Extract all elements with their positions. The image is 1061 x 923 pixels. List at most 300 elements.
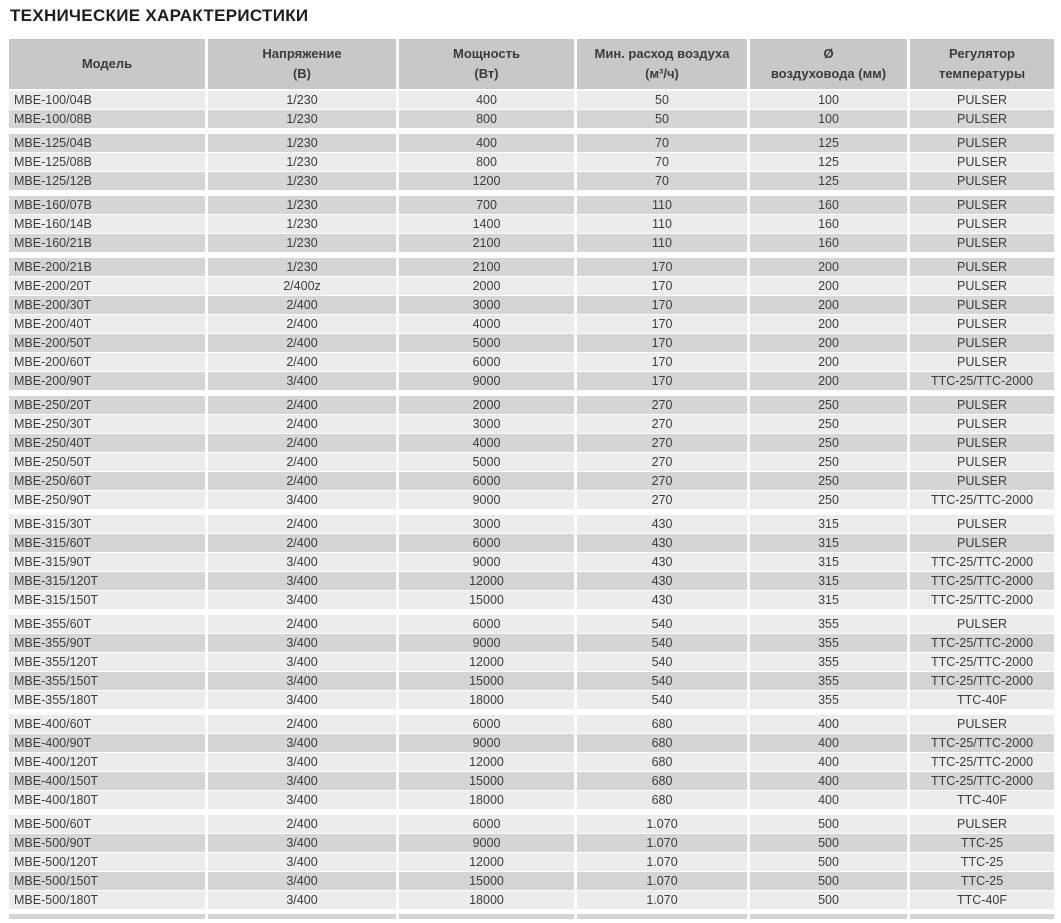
cell-voltage: 3/400 xyxy=(208,734,396,752)
cell-power: 6000 xyxy=(399,715,574,733)
cell-airflow: 1.070 xyxy=(577,834,747,852)
cell-model: MBE-250/30T xyxy=(9,415,205,433)
column-header-line: температуры xyxy=(938,66,1026,81)
cell-airflow: 170 xyxy=(577,258,747,276)
model-group-MBE-200 xyxy=(9,258,1054,390)
cell-regulator: TTC-40F xyxy=(910,891,1054,909)
cell-diameter: 100 xyxy=(750,91,907,109)
cell-model: MBE-160/07B xyxy=(9,196,205,214)
cell-diameter: 500 xyxy=(750,853,907,871)
table-row-MBE-200/30T xyxy=(9,296,1054,314)
cell-diameter: 200 xyxy=(750,277,907,295)
table-row-MBE-200/90T xyxy=(9,372,1054,390)
cell-voltage: 2/400 xyxy=(208,815,396,833)
cell-diameter: 200 xyxy=(750,258,907,276)
cell-power: 12000 xyxy=(399,653,574,671)
table-row-MBE-400/120T xyxy=(9,753,1054,771)
cell-regulator: TTC-25/TTC-2000 xyxy=(910,572,1054,590)
cell-regulator: TTC-25/TTC-2000 xyxy=(910,734,1054,752)
table-row-MBE-355/180T xyxy=(9,691,1054,709)
cell-voltage: 2/400 xyxy=(208,415,396,433)
cell-diameter: 355 xyxy=(750,691,907,709)
cell-model: MBE-500/180T xyxy=(9,891,205,909)
cell-voltage: 1/230 xyxy=(208,258,396,276)
cell-power: 4000 xyxy=(399,434,574,452)
cell-power: 9000 xyxy=(399,372,574,390)
cell-airflow: 540 xyxy=(577,653,747,671)
cell-voltage: 3/400 xyxy=(208,672,396,690)
cell-diameter: 160 xyxy=(750,215,907,233)
cell-regulator: PULSER xyxy=(910,215,1054,233)
cell-regulator: PULSER xyxy=(910,110,1054,128)
cell-voltage: 2/400 xyxy=(208,472,396,490)
cell-voltage: 2/400 xyxy=(208,515,396,533)
cell-model: MBE-355/150T xyxy=(9,672,205,690)
cell-model: MBE-100/08B xyxy=(9,110,205,128)
cell-regulator: TTC-25/TTC-2000 xyxy=(910,753,1054,771)
cell-voltage: 2/400 xyxy=(208,334,396,352)
cell-power: 700 xyxy=(399,196,574,214)
cell-regulator: PULSER xyxy=(910,815,1054,833)
column-header-line: Регулятор xyxy=(949,45,1015,61)
cell-voltage: 3/400 xyxy=(208,634,396,652)
cell-diameter: 250 xyxy=(750,415,907,433)
cell-power: 5000 xyxy=(399,334,574,352)
cell-diameter: 400 xyxy=(750,753,907,771)
cell-airflow: 270 xyxy=(577,415,747,433)
table-row-MBE-400/150T xyxy=(9,772,1054,790)
cell-airflow: 680 xyxy=(577,791,747,809)
column-header-line: воздуховода (мм) xyxy=(770,66,887,81)
specs-table xyxy=(9,39,1054,919)
cell-power: 400 xyxy=(399,134,574,152)
cell-regulator: PULSER xyxy=(910,515,1054,533)
cell-airflow: 1.070 xyxy=(577,891,747,909)
cell-voltage: 3/400 xyxy=(208,372,396,390)
cell-model: MBE-200/21B xyxy=(9,258,205,276)
cell-airflow: 540 xyxy=(577,691,747,709)
cell-model: MBE-355/60T xyxy=(9,615,205,633)
cell-model: MBE-125/08B xyxy=(9,153,205,171)
column-header-diameter xyxy=(750,39,907,89)
cell-regulator: TTC-40F xyxy=(910,691,1054,709)
cell-voltage: 3/400 xyxy=(208,891,396,909)
cell-model: MBE-500/150T xyxy=(9,872,205,890)
cell-airflow: 430 xyxy=(577,572,747,590)
cell-diameter: 315 xyxy=(750,515,907,533)
cell-regulator: PULSER xyxy=(910,196,1054,214)
cell-airflow: 540 xyxy=(577,672,747,690)
cell-diameter: 355 xyxy=(750,653,907,671)
cell-regulator: PULSER xyxy=(910,234,1054,252)
table-row-MBE-200/21B xyxy=(9,258,1054,276)
cell-diameter: 200 xyxy=(750,315,907,333)
cell-model: MBE-200/90T xyxy=(9,372,205,390)
cell-power: 12000 xyxy=(399,853,574,871)
cell-voltage: 3/400 xyxy=(208,772,396,790)
cell-power: 15000 xyxy=(399,872,574,890)
cell-regulator: PULSER xyxy=(910,315,1054,333)
cell-regulator: PULSER xyxy=(910,396,1054,414)
cell-diameter: 400 xyxy=(750,715,907,733)
table-row-MBE-500/90T xyxy=(9,834,1054,852)
column-header-power xyxy=(399,39,574,89)
cell-model: MBE-355/180T xyxy=(9,691,205,709)
cell-power: 6000 xyxy=(399,534,574,552)
cell-power: 9000 xyxy=(399,553,574,571)
table-row-MBE-100/08B xyxy=(9,110,1054,128)
cell-diameter: 250 xyxy=(750,396,907,414)
cell-airflow: 430 xyxy=(577,534,747,552)
cell-regulator: TTC-40F xyxy=(910,791,1054,809)
cell-diameter: 250 xyxy=(750,472,907,490)
cell-model: MBE-315/60T xyxy=(9,534,205,552)
cell-power: 5000 xyxy=(399,453,574,471)
cutoff-cell xyxy=(910,914,1054,919)
cell-regulator: TTC-25/TTC-2000 xyxy=(910,372,1054,390)
cell-power: 2100 xyxy=(399,258,574,276)
cell-regulator: TTC-25 xyxy=(910,853,1054,871)
cell-regulator: PULSER xyxy=(910,258,1054,276)
cell-power: 1400 xyxy=(399,215,574,233)
cell-regulator: TTC-25/TTC-2000 xyxy=(910,672,1054,690)
cell-voltage: 3/400 xyxy=(208,753,396,771)
cell-diameter: 200 xyxy=(750,372,907,390)
cell-regulator: TTC-25/TTC-2000 xyxy=(910,591,1054,609)
table-row-MBE-400/90T xyxy=(9,734,1054,752)
cell-diameter: 160 xyxy=(750,196,907,214)
cell-diameter: 125 xyxy=(750,134,907,152)
cell-model: MBE-315/120T xyxy=(9,572,205,590)
cell-diameter: 315 xyxy=(750,572,907,590)
cell-power: 9000 xyxy=(399,834,574,852)
table-row-MBE-315/150T xyxy=(9,591,1054,609)
cell-airflow: 170 xyxy=(577,315,747,333)
cell-power: 18000 xyxy=(399,891,574,909)
cell-airflow: 270 xyxy=(577,396,747,414)
cell-voltage: 2/400 xyxy=(208,296,396,314)
cell-airflow: 110 xyxy=(577,215,747,233)
cell-power: 1200 xyxy=(399,172,574,190)
table-row-MBE-160/21B xyxy=(9,234,1054,252)
column-header-regulator xyxy=(910,39,1054,89)
cell-model: MBE-355/120T xyxy=(9,653,205,671)
cell-model: MBE-200/30T xyxy=(9,296,205,314)
cell-airflow: 270 xyxy=(577,491,747,509)
cell-regulator: TTC-25/TTC-2000 xyxy=(910,491,1054,509)
cell-diameter: 400 xyxy=(750,791,907,809)
table-row-MBE-315/30T xyxy=(9,515,1054,533)
table-row-MBE-500/180T xyxy=(9,891,1054,909)
cell-power: 2000 xyxy=(399,277,574,295)
cell-diameter: 250 xyxy=(750,453,907,471)
cell-model: MBE-315/150T xyxy=(9,591,205,609)
column-header-voltage xyxy=(208,39,396,89)
table-row-MBE-200/50T xyxy=(9,334,1054,352)
cell-voltage: 2/400 xyxy=(208,396,396,414)
table-row-MBE-125/08B xyxy=(9,153,1054,171)
cell-regulator: PULSER xyxy=(910,715,1054,733)
cell-voltage: 2/400 xyxy=(208,453,396,471)
cell-regulator: PULSER xyxy=(910,472,1054,490)
cell-power: 3000 xyxy=(399,296,574,314)
table-body xyxy=(9,91,1054,909)
cell-diameter: 500 xyxy=(750,834,907,852)
model-group-MBE-355 xyxy=(9,615,1054,709)
cell-regulator: PULSER xyxy=(910,353,1054,371)
cell-model: MBE-400/180T xyxy=(9,791,205,809)
cell-voltage: 3/400 xyxy=(208,591,396,609)
cell-voltage: 2/400 xyxy=(208,534,396,552)
cell-voltage: 2/400 xyxy=(208,353,396,371)
cell-voltage: 2/400 xyxy=(208,615,396,633)
cell-power: 800 xyxy=(399,153,574,171)
cell-power: 15000 xyxy=(399,591,574,609)
table-row-MBE-315/90T xyxy=(9,553,1054,571)
cell-airflow: 430 xyxy=(577,591,747,609)
table-row-MBE-500/120T xyxy=(9,853,1054,871)
cell-diameter: 125 xyxy=(750,172,907,190)
cell-airflow: 270 xyxy=(577,434,747,452)
model-group-MBE-315 xyxy=(9,515,1054,609)
table-row-MBE-315/120T xyxy=(9,572,1054,590)
cell-airflow: 430 xyxy=(577,515,747,533)
cell-voltage: 3/400 xyxy=(208,653,396,671)
cell-voltage: 3/400 xyxy=(208,553,396,571)
cell-airflow: 540 xyxy=(577,615,747,633)
column-header-line: (Вт) xyxy=(474,66,499,81)
cell-model: MBE-125/12B xyxy=(9,172,205,190)
table-row-MBE-355/150T xyxy=(9,672,1054,690)
cell-model: MBE-400/90T xyxy=(9,734,205,752)
cell-power: 15000 xyxy=(399,672,574,690)
table-row-MBE-250/90T xyxy=(9,491,1054,509)
cell-power: 18000 xyxy=(399,791,574,809)
column-header-airflow xyxy=(577,39,747,89)
cell-regulator: PULSER xyxy=(910,91,1054,109)
cell-regulator: PULSER xyxy=(910,615,1054,633)
model-group-MBE-125 xyxy=(9,134,1054,190)
cell-regulator: PULSER xyxy=(910,534,1054,552)
cell-model: MBE-160/21B xyxy=(9,234,205,252)
cell-airflow: 110 xyxy=(577,196,747,214)
cell-airflow: 1.070 xyxy=(577,872,747,890)
table-row-MBE-400/60T xyxy=(9,715,1054,733)
table-header-row xyxy=(9,39,1054,89)
cell-diameter: 500 xyxy=(750,872,907,890)
cell-voltage: 1/230 xyxy=(208,91,396,109)
cell-diameter: 160 xyxy=(750,234,907,252)
cell-airflow: 540 xyxy=(577,634,747,652)
cell-regulator: PULSER xyxy=(910,172,1054,190)
cell-airflow: 70 xyxy=(577,134,747,152)
table-row-MBE-315/60T xyxy=(9,534,1054,552)
cell-diameter: 100 xyxy=(750,110,907,128)
cell-airflow: 270 xyxy=(577,472,747,490)
column-header-line: Напряжение xyxy=(262,45,342,61)
cell-regulator: TTC-25/TTC-2000 xyxy=(910,653,1054,671)
cell-voltage: 3/400 xyxy=(208,872,396,890)
cell-diameter: 500 xyxy=(750,891,907,909)
cell-model: MBE-200/40T xyxy=(9,315,205,333)
cell-voltage: 2/400 xyxy=(208,315,396,333)
column-header-line: (м³/ч) xyxy=(645,66,679,81)
cutoff-cell xyxy=(399,914,574,919)
table-row-MBE-500/60T xyxy=(9,815,1054,833)
cell-power: 6000 xyxy=(399,472,574,490)
cell-voltage: 1/230 xyxy=(208,172,396,190)
cell-airflow: 170 xyxy=(577,296,747,314)
cell-regulator: PULSER xyxy=(910,134,1054,152)
cell-regulator: PULSER xyxy=(910,415,1054,433)
column-header-model xyxy=(9,39,205,89)
model-group-MBE-400 xyxy=(9,715,1054,809)
page-title: ТЕХНИЧЕСКИЕ ХАРАКТЕРИСТИКИ xyxy=(10,6,309,25)
cell-airflow: 110 xyxy=(577,234,747,252)
cell-regulator: PULSER xyxy=(910,453,1054,471)
cell-model: MBE-315/90T xyxy=(9,553,205,571)
cell-airflow: 170 xyxy=(577,277,747,295)
cell-voltage: 1/230 xyxy=(208,110,396,128)
table-row-MBE-250/40T xyxy=(9,434,1054,452)
cell-regulator: PULSER xyxy=(910,434,1054,452)
cell-model: MBE-315/30T xyxy=(9,515,205,533)
cell-airflow: 680 xyxy=(577,734,747,752)
cell-diameter: 125 xyxy=(750,153,907,171)
cell-voltage: 3/400 xyxy=(208,691,396,709)
cell-power: 2100 xyxy=(399,234,574,252)
cell-diameter: 400 xyxy=(750,772,907,790)
cell-diameter: 200 xyxy=(750,353,907,371)
cell-power: 4000 xyxy=(399,315,574,333)
cell-voltage: 3/400 xyxy=(208,853,396,871)
cell-voltage: 3/400 xyxy=(208,791,396,809)
table-cutoff-row xyxy=(9,914,1054,919)
cell-model: MBE-250/90T xyxy=(9,491,205,509)
cell-airflow: 680 xyxy=(577,753,747,771)
cell-model: MBE-250/60T xyxy=(9,472,205,490)
cell-diameter: 355 xyxy=(750,672,907,690)
model-group-MBE-100 xyxy=(9,91,1054,128)
cell-model: MBE-100/04B xyxy=(9,91,205,109)
cell-model: MBE-400/60T xyxy=(9,715,205,733)
cutoff-cell xyxy=(9,914,205,919)
cell-model: MBE-250/20T xyxy=(9,396,205,414)
cell-power: 3000 xyxy=(399,415,574,433)
table-row-MBE-160/14B xyxy=(9,215,1054,233)
cell-regulator: PULSER xyxy=(910,277,1054,295)
cell-power: 9000 xyxy=(399,491,574,509)
cell-voltage: 2/400 xyxy=(208,434,396,452)
cell-regulator: PULSER xyxy=(910,334,1054,352)
cell-voltage: 2/400 xyxy=(208,715,396,733)
cell-power: 2000 xyxy=(399,396,574,414)
cell-model: MBE-250/50T xyxy=(9,453,205,471)
table-row-MBE-125/04B xyxy=(9,134,1054,152)
cell-model: MBE-500/60T xyxy=(9,815,205,833)
table-row-MBE-355/90T xyxy=(9,634,1054,652)
cell-model: MBE-500/120T xyxy=(9,853,205,871)
cell-airflow: 680 xyxy=(577,772,747,790)
cell-model: MBE-400/120T xyxy=(9,753,205,771)
cell-voltage: 1/230 xyxy=(208,234,396,252)
cell-power: 800 xyxy=(399,110,574,128)
cell-airflow: 680 xyxy=(577,715,747,733)
cell-regulator: TTC-25 xyxy=(910,872,1054,890)
cell-diameter: 250 xyxy=(750,491,907,509)
cell-diameter: 500 xyxy=(750,815,907,833)
cell-model: MBE-355/90T xyxy=(9,634,205,652)
cutoff-cell xyxy=(750,914,907,919)
table-row-MBE-250/60T xyxy=(9,472,1054,490)
table-row-MBE-250/20T xyxy=(9,396,1054,414)
cell-airflow: 170 xyxy=(577,372,747,390)
cell-voltage: 3/400 xyxy=(208,834,396,852)
cell-diameter: 355 xyxy=(750,615,907,633)
cell-airflow: 270 xyxy=(577,453,747,471)
cell-regulator: TTC-25 xyxy=(910,834,1054,852)
table-row-MBE-200/60T xyxy=(9,353,1054,371)
cell-diameter: 315 xyxy=(750,534,907,552)
table-row-MBE-125/12B xyxy=(9,172,1054,190)
table-row-MBE-100/04B xyxy=(9,91,1054,109)
table-row-MBE-250/30T xyxy=(9,415,1054,433)
cell-voltage: 1/230 xyxy=(208,153,396,171)
table-row-MBE-355/60T xyxy=(9,615,1054,633)
cell-power: 6000 xyxy=(399,353,574,371)
cell-airflow: 50 xyxy=(577,110,747,128)
cell-voltage: 3/400 xyxy=(208,491,396,509)
model-group-MBE-250 xyxy=(9,396,1054,509)
cell-regulator: TTC-25/TTC-2000 xyxy=(910,553,1054,571)
cell-airflow: 1.070 xyxy=(577,815,747,833)
cell-voltage: 1/230 xyxy=(208,134,396,152)
cutoff-cell xyxy=(208,914,396,919)
model-group-MBE-500 xyxy=(9,815,1054,909)
table-row-MBE-200/40T xyxy=(9,315,1054,333)
cell-airflow: 50 xyxy=(577,91,747,109)
cell-voltage: 3/400 xyxy=(208,572,396,590)
cell-power: 3000 xyxy=(399,515,574,533)
cell-airflow: 170 xyxy=(577,334,747,352)
cell-power: 15000 xyxy=(399,772,574,790)
cell-diameter: 200 xyxy=(750,334,907,352)
cell-airflow: 70 xyxy=(577,153,747,171)
cell-model: MBE-160/14B xyxy=(9,215,205,233)
table-row-MBE-160/07B xyxy=(9,196,1054,214)
table-row-MBE-500/150T xyxy=(9,872,1054,890)
column-header-line: Мощность xyxy=(453,45,520,61)
cell-diameter: 315 xyxy=(750,591,907,609)
cell-power: 18000 xyxy=(399,691,574,709)
cell-power: 6000 xyxy=(399,615,574,633)
column-header-line: Мин. расход воздуха xyxy=(594,45,730,61)
cell-power: 9000 xyxy=(399,734,574,752)
cell-diameter: 200 xyxy=(750,296,907,314)
cell-airflow: 430 xyxy=(577,553,747,571)
cell-voltage: 1/230 xyxy=(208,215,396,233)
table-row-MBE-400/180T xyxy=(9,791,1054,809)
cell-model: MBE-250/40T xyxy=(9,434,205,452)
cell-power: 12000 xyxy=(399,572,574,590)
cell-power: 12000 xyxy=(399,753,574,771)
table-row-MBE-355/120T xyxy=(9,653,1054,671)
cell-regulator: TTC-25/TTC-2000 xyxy=(910,772,1054,790)
table-row-MBE-250/50T xyxy=(9,453,1054,471)
cell-diameter: 400 xyxy=(750,734,907,752)
column-header-line: Модель xyxy=(81,55,133,71)
cell-diameter: 250 xyxy=(750,434,907,452)
